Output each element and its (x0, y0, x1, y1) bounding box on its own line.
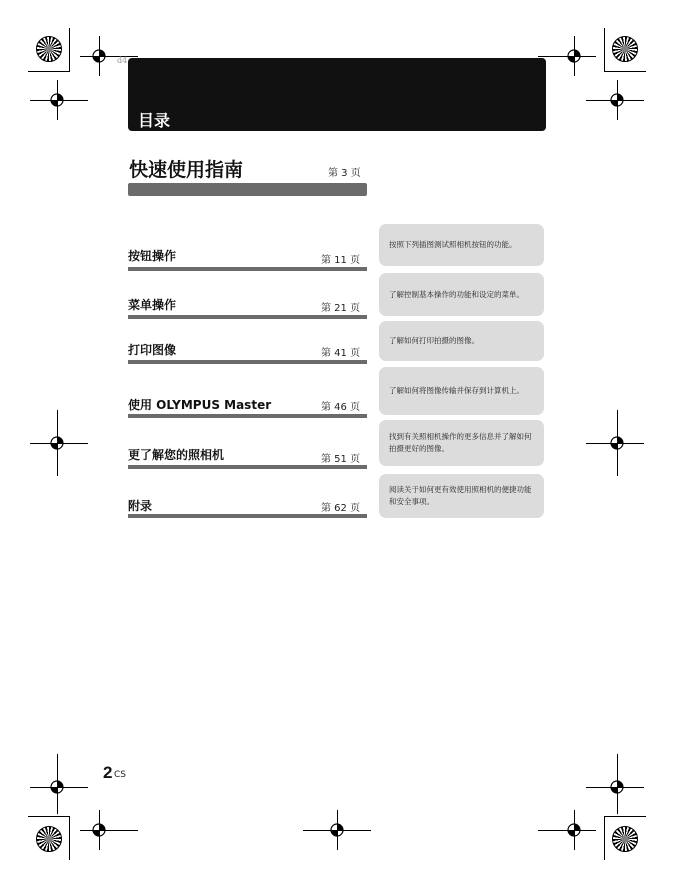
toc-entry-printing[interactable]: 打印图像 (128, 343, 177, 357)
toc-description: 了解如何将图像传输并保存到计算机上。 (379, 367, 544, 415)
toc-description: 按照下列插图测试照相机按钮的功能。 (379, 224, 544, 266)
toc-entry-menu-operation[interactable]: 菜单操作 (128, 298, 177, 312)
registration-mark-icon (326, 819, 348, 841)
toc-divider (128, 514, 367, 518)
registration-mark-icon (46, 776, 68, 798)
quick-guide-title[interactable]: 快速使用指南 (129, 159, 244, 181)
registration-mark-icon (606, 432, 628, 454)
registration-target-icon (36, 826, 62, 852)
registration-mark-icon (46, 89, 68, 111)
toc-page-number: 第 46 页 (321, 402, 361, 413)
registration-mark-icon (563, 45, 585, 67)
toc-description: 阅读关于如何更有效使用照相机的便捷功能和安全事项。 (379, 474, 544, 518)
toc-divider (128, 267, 367, 271)
toc-entry-appendix[interactable]: 附录 (128, 499, 153, 513)
toc-description: 了解控制基本操作的功能和设定的菜单。 (379, 273, 544, 316)
print-mark-label: d4 (117, 56, 128, 65)
quick-guide-page: 第 3 页 (328, 168, 361, 179)
toc-entry-olympus-master[interactable]: 使用 OLYMPUS Master (128, 398, 272, 412)
language-code: CS (114, 770, 126, 780)
page-number: 2 (103, 763, 113, 782)
registration-target-icon (612, 826, 638, 852)
toc-page-number: 第 62 页 (321, 503, 361, 514)
toc-divider (128, 315, 367, 319)
registration-mark-icon (88, 819, 110, 841)
registration-mark-icon (46, 432, 68, 454)
header-banner (128, 58, 546, 131)
toc-page-number: 第 41 页 (321, 348, 361, 359)
toc-divider (128, 414, 367, 418)
registration-mark-icon (606, 776, 628, 798)
toc-page-number: 第 11 页 (321, 255, 361, 266)
toc-divider (128, 465, 367, 469)
quick-guide-bar (128, 183, 367, 196)
toc-page-number: 第 51 页 (321, 454, 361, 465)
toc-entry-button-operation[interactable]: 按钮操作 (128, 249, 177, 263)
toc-page-number: 第 21 页 (321, 303, 361, 314)
registration-target-icon (612, 36, 638, 62)
registration-mark-icon (563, 819, 585, 841)
registration-mark-icon (88, 45, 110, 67)
toc-description: 了解如何打印拍摄的图像。 (379, 321, 544, 361)
registration-mark-icon (606, 89, 628, 111)
page-title: 目录 (138, 111, 171, 130)
registration-target-icon (36, 36, 62, 62)
toc-entry-camera-guide[interactable]: 更了解您的照相机 (128, 448, 225, 462)
toc-divider (128, 360, 367, 364)
toc-description: 找到有关照相机操作的更多信息并了解如何拍摄更好的图像。 (379, 420, 544, 466)
